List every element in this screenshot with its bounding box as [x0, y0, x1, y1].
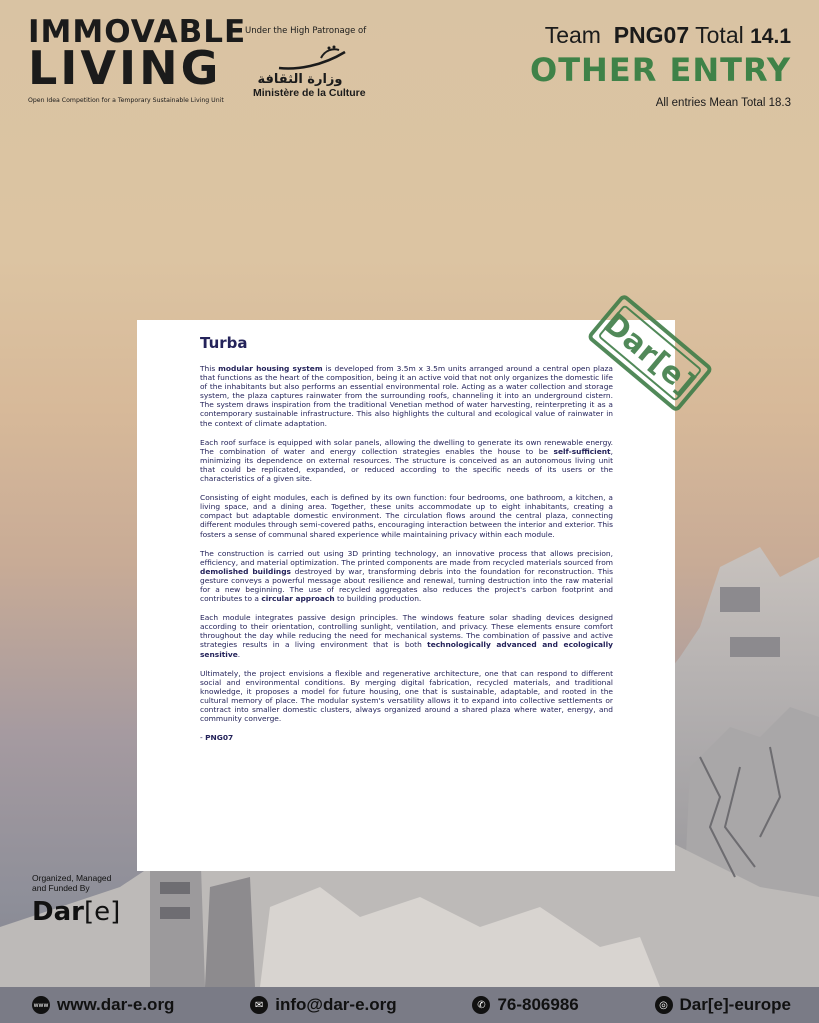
- web-icon: www: [32, 996, 50, 1014]
- patronage-block: [245, 26, 375, 99]
- project-title: Turba: [200, 334, 248, 352]
- instagram-icon: ◎: [655, 996, 673, 1014]
- patronage-text: Under the High Patronage of: [245, 26, 367, 36]
- paragraph-text: is developed from 3.5m x 3.5m units arranged around a central open plaza that functions as the heart of the composition, being it an active void that not only organizes the domestic life of the inhabitants but also performs an essential environmental role. Acting as a water collection and storage system, the plaza captures rainwater from the surrounding roofs, channeling it into an underground cistern. The system draws inspiration from the traditional Venetian method of water harvesting, reinterpreting it as a contemporary sustainable infrastructure. This also highlights the cultural and ecological value of rainwater in the context of climate adaptation.: [200, 364, 613, 428]
- phone-icon: ✆: [472, 996, 490, 1014]
- paragraph: [200, 613, 613, 658]
- team-score-block: [530, 22, 791, 109]
- paragraph-text: to building production.: [334, 594, 422, 604]
- logo-subtitle: Open Idea Competition for a Temporary Sustainable Living Unit: [28, 97, 224, 105]
- footer-email-text: info@dar-e.org: [275, 995, 397, 1014]
- paragraph-text: destroyed by war, transforming debris into the foundation for reconstruction. This gesture conveys a powerful message about resilience and renewal, turning destruction into the raw material for a new beginning. The use of recycled aggregates also reduces the project's carbon footprint and contributes to a: [200, 566, 613, 604]
- immovable-living-logo: [28, 14, 247, 105]
- paragraph-emphasis: modular housing system: [218, 364, 323, 373]
- dare-logo-main: Dar: [32, 897, 84, 927]
- stamp-text: Dar[e]: [596, 306, 702, 403]
- dare-logo: [32, 897, 120, 927]
- footer-phone-text: 76-806986: [497, 995, 579, 1014]
- entry-category: OTHER ENTRY: [530, 51, 791, 89]
- paragraph-text: The construction is carried out using 3D printing technology, an innovative process that allows precision, efficiency, and material optimization. The printed components are made from recycled materials sourced from: [200, 548, 613, 567]
- paragraph: [200, 549, 613, 604]
- contact-footer: [0, 987, 819, 1023]
- logo-title-line2: LIVING: [28, 41, 222, 96]
- paragraph-text: Consisting of eight modules, each is defined by its own function: four bedrooms, one bathroom, a kitchen, a living space, and a dining area. Together, these units accommodate up to eight inhabitants, creating a compact but adaptable domestic environment. The circulation flows around the central plaza, connecting different modules through semi-covered paths, encouraging interaction between the interior and exterior. This fosters a sense of communal shared experience while maintaining privacy within each module.: [200, 493, 613, 539]
- paragraph-text: , minimizing its dependence on external resources. The structure is conceived as an autonomous living unit that could be replicated, expanded, or reduced according to the specific needs of its users or the characteristics of a given site.: [200, 446, 613, 484]
- dare-logo-bracket: [e]: [83, 897, 121, 927]
- paragraph-text: .: [237, 649, 241, 659]
- ministry-french-name: Ministère de la Culture: [253, 87, 366, 99]
- footer-instagram-text: Dar[e]-europe: [679, 995, 791, 1014]
- ministry-arabic-name: وزارة الثقافة: [257, 72, 343, 87]
- email-icon: ✉: [250, 996, 268, 1014]
- footer-phone-link[interactable]: [472, 995, 578, 1015]
- logo-title-line1: IMMOVABLE: [28, 14, 247, 50]
- paragraph-emphasis: circular approach: [261, 594, 335, 604]
- signature: PNG07: [205, 733, 234, 743]
- paragraph-emphasis: technologically advanced and ecologically sensitive: [200, 640, 613, 659]
- paragraph: [200, 493, 613, 538]
- team-line: [530, 22, 791, 49]
- team-prefix: Team: [544, 22, 601, 48]
- footer-instagram-link[interactable]: [655, 995, 791, 1015]
- paragraph-emphasis: demolished buildings: [200, 566, 291, 576]
- paragraph-text: Each roof surface is equipped with solar panels, allowing the dwelling to generate its own renewable energy. The combination of water and energy collection strategies enables the house to be: [200, 437, 613, 456]
- team-code: PNG07: [613, 22, 690, 48]
- organizer-text: Organized, Managed and Funded By: [32, 873, 112, 893]
- paragraph-text: This: [200, 364, 219, 373]
- total-label: Total: [695, 22, 744, 48]
- project-description-body: [200, 364, 613, 723]
- paragraph-emphasis: self-sufficient: [553, 446, 611, 456]
- total-value: 14.1: [750, 25, 791, 48]
- signature-prefix: -: [200, 733, 206, 743]
- dare-stamp: [575, 278, 725, 428]
- ministry-emblem-icon: [277, 44, 347, 72]
- mean-total-label: All entries Mean Total 18.3: [655, 97, 791, 109]
- footer-website-link[interactable]: [32, 995, 174, 1015]
- paragraph-text: Ultimately, the project envisions a flexible and regenerative architecture, one that can respond to different social and environmental conditions. By merging digital fabrication, recycled materials, and traditional knowledge, it proposes a model for future housing, one that is sustainable, adaptable, and rooted in the cultural memory of place. The modular system's versatility allows it to expand into collective settlements or contract into smaller domestic clusters, always organized around a shared plaza where water, energy, and community converge.: [200, 668, 613, 724]
- paragraph: [200, 364, 613, 428]
- paragraph: [200, 669, 613, 724]
- footer-website-text: www.dar-e.org: [57, 995, 175, 1014]
- signature-line: [200, 733, 613, 742]
- paragraph: [200, 438, 613, 483]
- paragraph-text: Each module integrates passive design principles. The windows feature solar shading devices designed according to their orientation, controlling sunlight, ventilation, and privacy. These elements ensure comfort throughout the day while reducing the need for mechanical systems. The combination of passive and active strategies results in a living environment that is both: [200, 613, 613, 650]
- footer-email-link[interactable]: [250, 995, 396, 1015]
- organizer-block: [32, 873, 120, 927]
